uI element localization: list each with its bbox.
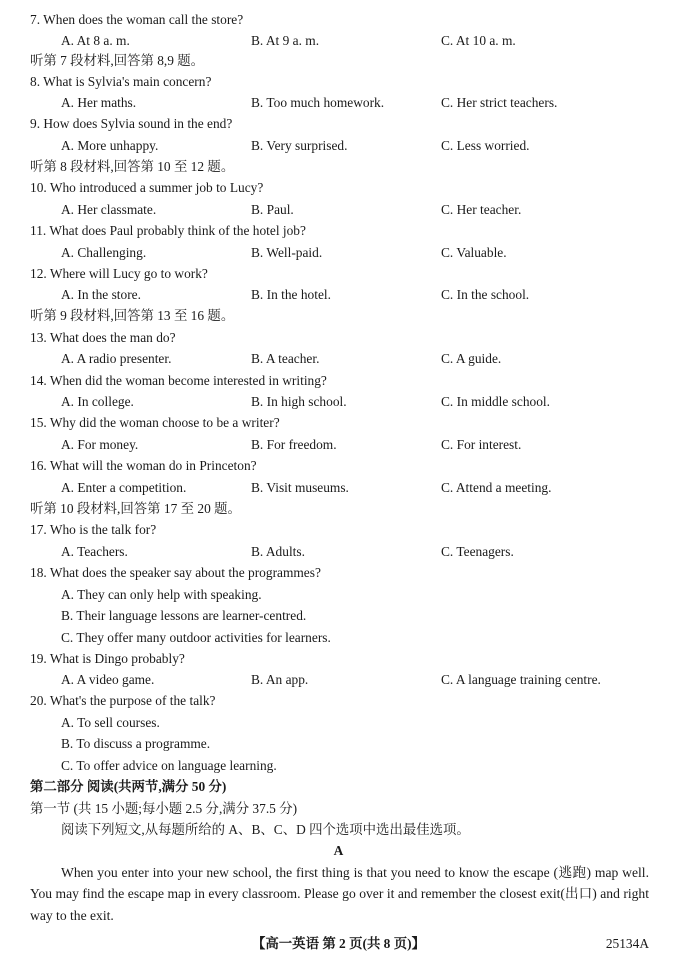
option-a: A. In the store. xyxy=(61,287,141,302)
options-17 xyxy=(0,541,677,562)
option-c-text: C. To offer advice on language learning. xyxy=(61,758,277,773)
option-b-text: B. To discuss a programme. xyxy=(61,736,211,751)
option-b: B. In the hotel. xyxy=(251,287,331,302)
question-8: 8. What is Sylvia's main concern? xyxy=(30,74,212,89)
option-c: C. A guide. xyxy=(441,351,502,366)
option-a: A. In college. xyxy=(61,394,134,409)
option-c-text: C. They offer many outdoor activities for learners. xyxy=(61,630,331,645)
footer-page-info: 【高一英语 第 2 页(共 8 页)】 xyxy=(252,936,425,951)
option-c: C. Teenagers. xyxy=(441,544,514,559)
question-14: 14. When did the woman become interested in writing? xyxy=(30,373,327,388)
option-a xyxy=(0,584,677,605)
passage-paragraph: When you enter into your new school, the first thing is that you need to know the escape (逃跑) map well. You may find the escape map in every classroom. Please go over it and remember the closest exit(出口) and right way to the exit. xyxy=(30,865,649,923)
option-b: B. At 9 a. m. xyxy=(251,33,320,48)
question-10: 10. Who introduced a summer job to Lucy? xyxy=(30,180,264,195)
options-7 xyxy=(0,30,677,51)
option-b: B. For freedom. xyxy=(251,437,337,452)
options-16 xyxy=(0,477,677,498)
question-18: 18. What does the speaker say about the programmes? xyxy=(30,565,321,580)
page-footer xyxy=(0,934,677,954)
option-b: B. Visit museums. xyxy=(251,480,349,495)
option-b-text: B. Their language lessons are learner-centred. xyxy=(61,608,307,623)
instruction-passage-9: 听第 9 段材料,回答第 13 至 16 题。 xyxy=(30,308,235,323)
question-15: 15. Why did the woman choose to be a writer? xyxy=(30,415,280,430)
question-20: 20. What's the purpose of the talk? xyxy=(30,693,216,708)
option-a: A. Challenging. xyxy=(61,245,147,260)
instruction-passage-10: 听第 10 段材料,回答第 17 至 20 题。 xyxy=(30,501,241,516)
option-b: B. A teacher. xyxy=(251,351,320,366)
section-one-title: 第一节 (共 15 小题;每小题 2.5 分,满分 37.5 分) xyxy=(30,801,298,816)
option-c: C. Less worried. xyxy=(441,138,530,153)
option-c: C. Her strict teachers. xyxy=(441,95,558,110)
options-19 xyxy=(0,669,677,690)
question-7: 7. When does the woman call the store? xyxy=(30,12,244,27)
options-8 xyxy=(0,92,677,113)
question-13: 13. What does the man do? xyxy=(30,330,176,345)
option-a: A. A video game. xyxy=(61,672,155,687)
passage-label: A xyxy=(333,843,344,858)
option-c xyxy=(0,627,677,648)
option-a: A. More unhappy. xyxy=(61,138,159,153)
option-a: A. Her maths. xyxy=(61,95,137,110)
option-a xyxy=(0,712,677,733)
question-11: 11. What does Paul probably think of the hotel job? xyxy=(30,223,306,238)
option-b xyxy=(0,733,677,754)
option-c: C. Her teacher. xyxy=(441,202,522,217)
reading-instruction: 阅读下列短文,从每题所给的 A、B、C、D 四个选项中选出最佳选项。 xyxy=(61,822,470,837)
option-b: B. In high school. xyxy=(251,394,347,409)
option-b: B. Adults. xyxy=(251,544,305,559)
option-b: B. Too much homework. xyxy=(251,95,385,110)
question-9: 9. How does Sylvia sound in the end? xyxy=(30,116,233,131)
option-a: A. Teachers. xyxy=(61,544,128,559)
options-9 xyxy=(0,135,677,156)
option-c: C. In the school. xyxy=(441,287,530,302)
option-a: A. Her classmate. xyxy=(61,202,157,217)
option-b: B. An app. xyxy=(251,672,309,687)
options-13 xyxy=(0,348,677,369)
option-a-text: A. They can only help with speaking. xyxy=(61,587,262,602)
option-a: A. Enter a competition. xyxy=(61,480,187,495)
options-11 xyxy=(0,242,677,263)
option-c: C. Attend a meeting. xyxy=(441,480,552,495)
option-b xyxy=(0,605,677,626)
option-c: C. A language training centre. xyxy=(441,672,601,687)
question-17: 17. Who is the talk for? xyxy=(30,522,157,537)
question-12: 12. Where will Lucy go to work? xyxy=(30,266,208,281)
part-two-title: 第二部分 阅读(共两节,满分 50 分) xyxy=(30,779,227,794)
option-c xyxy=(0,755,677,776)
options-12 xyxy=(0,284,677,305)
instruction-passage-7: 听第 7 段材料,回答第 8,9 题。 xyxy=(30,53,205,68)
option-c: C. For interest. xyxy=(441,437,522,452)
option-c: C. In middle school. xyxy=(441,394,550,409)
option-c: C. At 10 a. m. xyxy=(441,33,516,48)
question-16: 16. What will the woman do in Princeton? xyxy=(30,458,257,473)
option-a: A. At 8 a. m. xyxy=(61,33,130,48)
option-b: B. Very surprised. xyxy=(251,138,348,153)
option-a-text: A. To sell courses. xyxy=(61,715,160,730)
option-c: C. Valuable. xyxy=(441,245,507,260)
option-b: B. Paul. xyxy=(251,202,294,217)
options-10 xyxy=(0,199,677,220)
footer-exam-code: 25134A xyxy=(605,936,649,951)
question-19: 19. What is Dingo probably? xyxy=(30,651,185,666)
instruction-passage-8: 听第 8 段材料,回答第 10 至 12 题。 xyxy=(30,159,235,174)
options-15 xyxy=(0,434,677,455)
option-b: B. Well-paid. xyxy=(251,245,323,260)
options-14 xyxy=(0,391,677,412)
option-a: A. For money. xyxy=(61,437,139,452)
option-a: A. A radio presenter. xyxy=(61,351,172,366)
